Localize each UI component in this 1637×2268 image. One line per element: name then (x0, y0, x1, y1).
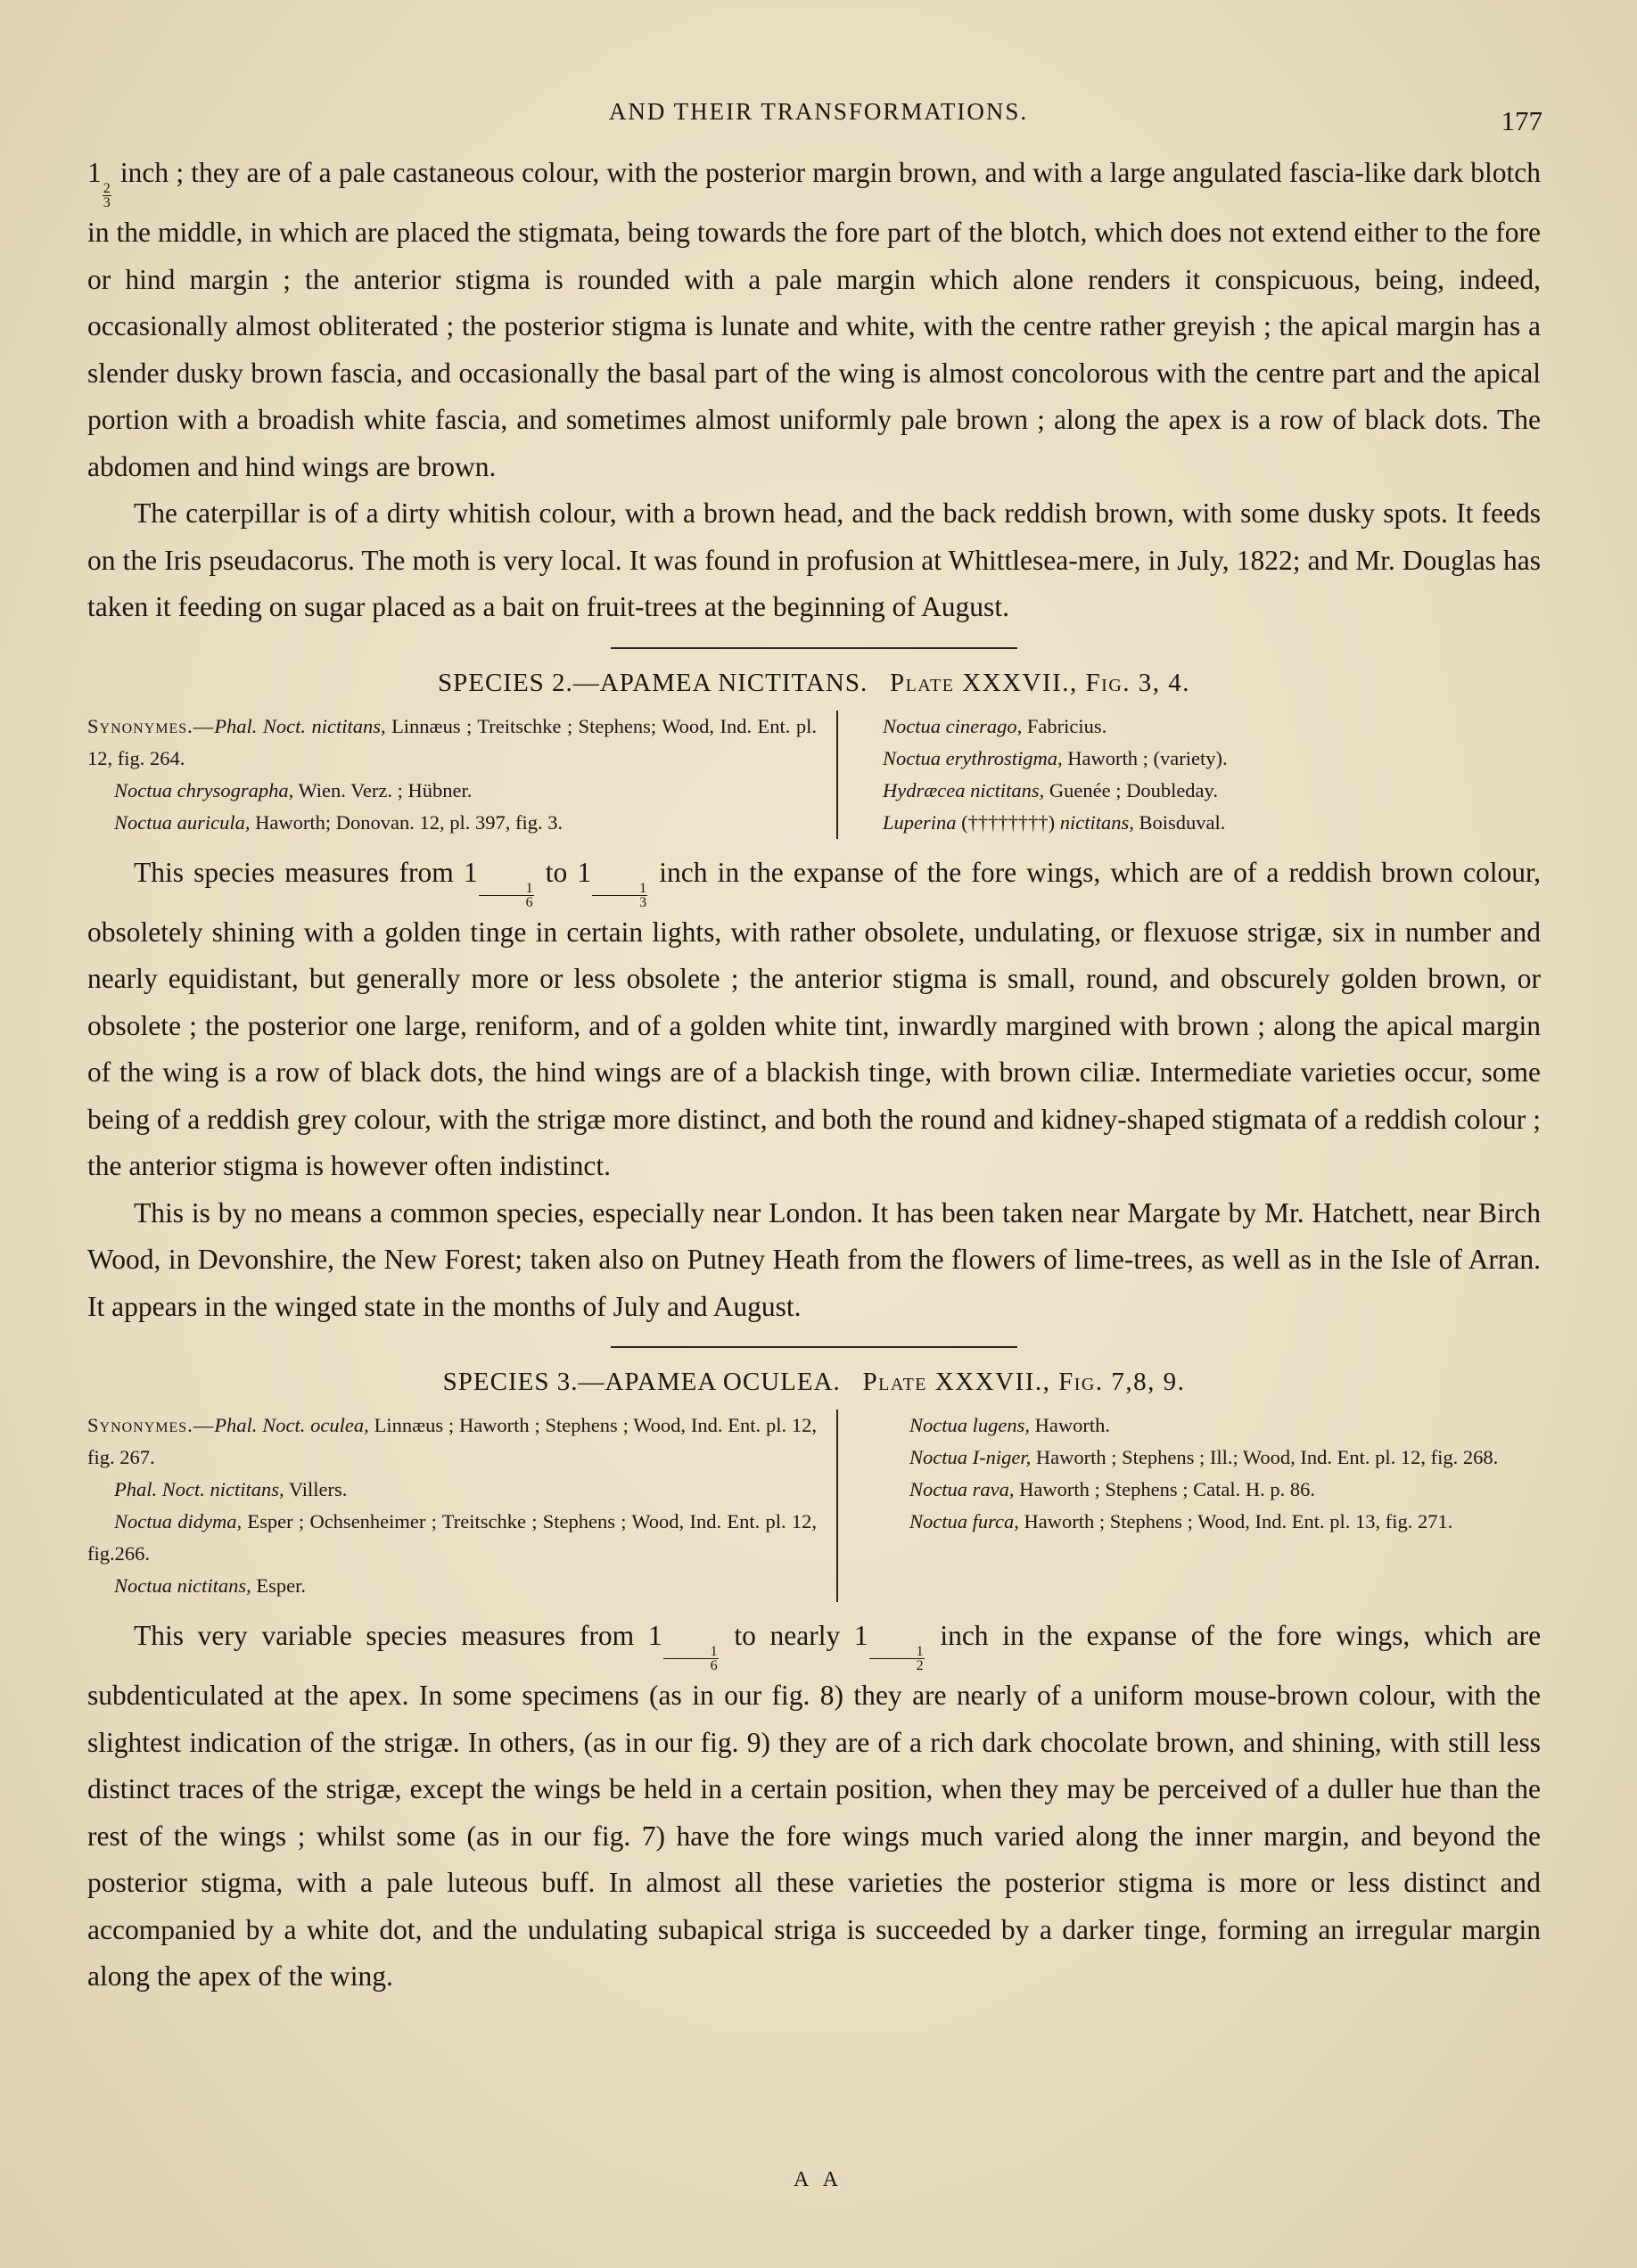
synonym-name: Phal. Noct. nictitans, (114, 1478, 284, 1500)
synonym-authority: Villers. (288, 1478, 348, 1500)
synonym-authority: Linnæus ; Haworth ; Stephens ; Wood, Ind. Ent. pl. 12, fig. 267. (87, 1414, 817, 1468)
synonym-entry (87, 1474, 817, 1506)
dagger-marks: (††††††††) (961, 810, 1056, 834)
synonym-name: Noctua lugens, (909, 1414, 1030, 1436)
synonym-name: Noctua didyma, (114, 1510, 243, 1533)
measure-fraction (592, 882, 647, 909)
species3-description (87, 1613, 1541, 2001)
page-content (87, 150, 1541, 2001)
species1-description-text: inch ; they are of a pale castaneous colour, with the posterior margin brown, and with a large angulated fascia-like dark blotch in the middle, in which are placed the stigmata, being towards the fore part of the blotch, which does not extend either to the fore or hind margin ; the anterior stigma is rounded with a pale margin which alone renders it conspicuous, being, indeed, occasionally almost obliterated ; the posterior stigma is lunate and white, with the centre rather greyish ; the apical margin has a slender dusky brown fascia, and occasionally the basal part of the wing is almost concolorous with the centre part and the apical portion with a broadish white fascia, and sometimes almost uniformly pale brown ; along the apex is a row of black dots. The abdomen and hind wings are brown. (87, 157, 1542, 482)
text-run: to (545, 856, 568, 888)
synonym-entry (883, 743, 1541, 775)
synonym-authority: Haworth ; Stephens ; Catal. H. p. 86. (1019, 1478, 1315, 1500)
synonym-name: Noctua chrysographa, (114, 778, 294, 801)
species2-synonyms (87, 711, 1541, 839)
section-divider (611, 1346, 1017, 1348)
section-divider (611, 647, 1017, 649)
text-run: inch in the expanse of the fore wings, which are subdenticulated at the apex. In some specimens (as in our fig. 8) they are nearly of a uniform mouse-brown colour, with the slightest indication of the strigæ. In others, (as in our fig. 9) they are of a rich dark chocolate brown, and shining, with still less distinct traces of the strigæ, except the wings be held in a certain position, when they may be perceived of a duller hue than the rest of the wings ; whilst some (as in our fig. 7) have the fore wings much varied along the inner margin, and beyond the posterior stigma, with a pale luteous buff. In almost all these varieties the posterior stigma is more or less distinct and accompanied by a white dot, and the undulating subapical striga is succeeded by a darker tinge, forming an irregular margin along the apex of the wing. (87, 1620, 1542, 1992)
text-run: This very variable species measures from (134, 1620, 635, 1651)
fraction-numerator: 1 (592, 882, 647, 896)
synonym-entry (87, 1409, 817, 1474)
synonym-authority: Esper. (256, 1574, 306, 1597)
measure-fraction (103, 182, 111, 210)
species2-description (87, 850, 1541, 1190)
measure-whole: 1 (577, 856, 592, 888)
synonym-authority: Fabricius. (1026, 714, 1107, 737)
synonym-name: Noctua auricula, (114, 810, 251, 834)
species2-distribution: This is by no means a common species, especially near London. It has been taken near Margate by Mr. Hatchett, near Birch Wood, in Devonshire, the New Forest; taken also on Putney Heath from the flowers of lime-trees, as well as in the Isle of Arran. It appears in the winged state in the months of July and August. (87, 1196, 1541, 1322)
synonym-name: Noctua cinerago, (883, 714, 1023, 737)
measure-whole: 1 (87, 157, 102, 188)
page-number: 177 (1501, 105, 1542, 136)
synonym-entry (87, 1570, 817, 1602)
synonym-authority: Guenée ; Doubleday. (1049, 778, 1218, 801)
species3-synonyms-right (838, 1409, 1541, 1602)
synonym-authority: Haworth ; Stephens ; Wood, Ind. Ent. pl. 13, fig. 271. (1024, 1510, 1453, 1533)
synonym-authority: Haworth ; (variety). (1067, 746, 1228, 769)
measure-fraction (663, 1645, 719, 1672)
species2-heading (87, 669, 1541, 698)
synonym-name: Noctua nictitans, (114, 1574, 251, 1597)
synonym-name: Noctua furca, (909, 1510, 1019, 1533)
species3-synonyms (87, 1409, 1541, 1602)
text-run: to nearly (734, 1620, 841, 1651)
measure-fraction (479, 882, 534, 909)
synonyms-label: Synonymes.— (87, 1414, 215, 1436)
synonym-name: nictitans, (1059, 810, 1134, 834)
synonym-name: Luperina (883, 810, 957, 834)
fraction-denominator: 3 (639, 894, 647, 910)
synonym-authority: Linnæus ; Treitschke ; Stephens; Wood, Ind. Ent. pl. 12, fig. 264. (87, 714, 818, 769)
species3-title: SPECIES 3.—APAMEA OCULEA. (442, 1368, 841, 1396)
fraction-numerator: 1 (479, 882, 534, 896)
fraction-numerator: 1 (663, 1645, 719, 1659)
measure-whole: 1 (647, 1620, 662, 1651)
synonym-name: Noctua erythrostigma, (883, 746, 1063, 769)
species1-caterpillar: The caterpillar is of a dirty whitish colour, with a brown head, and the back reddish brown, with some dusky spots. It feeds on the Iris pseudacorus. The moth is very local. It was found in profusion at Whittlesea-mere, in July, 1822; and Mr. Douglas has taken it feeding on sugar placed as a bait on fruit-trees at the beginning of August. (87, 497, 1541, 622)
species2-synonyms-right (838, 711, 1541, 839)
synonym-entry (87, 1506, 817, 1570)
species1-description (87, 150, 1541, 490)
species3-plate-ref: Plate XXXVII., Fig. 7,8, 9. (862, 1368, 1186, 1396)
synonyms-label: Synonymes.— (87, 714, 215, 737)
synonym-entry (883, 1409, 1541, 1442)
measure-whole: 1 (853, 1620, 868, 1651)
synonym-name: Phal. Noct. oculea, (214, 1414, 369, 1436)
synonym-entry (883, 711, 1541, 743)
synonym-authority: Haworth ; Stephens ; Ill.; Wood, Ind. Ent. pl. 12, fig. 268. (1035, 1446, 1499, 1468)
synonym-authority: Haworth. (1034, 1414, 1110, 1436)
synonym-entry (883, 807, 1541, 839)
measure-whole: 1 (463, 856, 478, 888)
measure-fraction (869, 1645, 925, 1672)
running-head: AND THEIR TRANSFORMATIONS. (608, 98, 1029, 125)
fraction-denominator: 3 (103, 195, 111, 210)
synonym-entry (883, 775, 1541, 807)
synonym-entry (883, 1506, 1541, 1538)
synonym-entry (883, 1474, 1541, 1506)
fraction-denominator: 2 (916, 1658, 924, 1673)
species2-plate-ref: Plate XXXVII., Fig. 3, 4. (889, 668, 1191, 697)
synonym-name: Noctua rava, (909, 1478, 1015, 1500)
synonym-name: Hydræcea nictitans, (883, 778, 1045, 801)
fraction-numerator: 2 (103, 181, 111, 196)
synonym-entry (87, 711, 817, 775)
page-header (0, 98, 1637, 143)
text-run: This species measures from (134, 856, 454, 888)
synonym-authority: Wien. Verz. ; Hübner. (298, 778, 473, 801)
synonym-authority: Haworth; Donovan. 12, pl. 397, fig. 3. (255, 810, 563, 834)
synonym-entry (87, 807, 817, 839)
synonym-authority: Boisduval. (1139, 810, 1226, 834)
synonym-name: Noctua I-niger, (909, 1446, 1032, 1468)
species2-synonyms-left (87, 711, 838, 839)
synonym-entry (883, 1442, 1541, 1474)
species3-synonyms-left (87, 1409, 838, 1602)
signature-mark: A A (793, 2168, 843, 2191)
fraction-denominator: 6 (525, 894, 533, 910)
fraction-numerator: 1 (869, 1645, 925, 1659)
species2-title: SPECIES 2.—APAMEA NICTITANS. (437, 668, 868, 697)
synonym-authority: Esper ; Ochsenheimer ; Treitschke ; Stephens ; Wood, Ind. Ent. pl. 12, fig.266. (87, 1510, 818, 1565)
species3-heading (87, 1368, 1541, 1397)
synonym-entry (87, 775, 817, 807)
text-run: inch in the expanse of the fore wings, which are of a reddish brown colour, obsoletely shining with a golden tinge in certain lights, with rather obsolete, undulating, or flexuose strigæ, six in number and nearly equidistant, but generally more or less obsolete ; the anterior stigma is small, round, and obscurely golden brown, or obsolete ; the posterior one large, reniform, and of a golden white tint, inwardly margined with brown ; along the apical margin of the wing is a row of black dots, the hind wings are of a blackish tinge, with brown ciliæ. Intermediate varieties occur, some being of a reddish grey colour, with the strigæ more distinct, and both the round and kidney-shaped stigmata of a reddish colour ; the anterior stigma is however often indistinct. (87, 856, 1542, 1181)
fraction-denominator: 6 (710, 1658, 718, 1673)
synonym-name: Phal. Noct. nictitans, (214, 714, 386, 737)
